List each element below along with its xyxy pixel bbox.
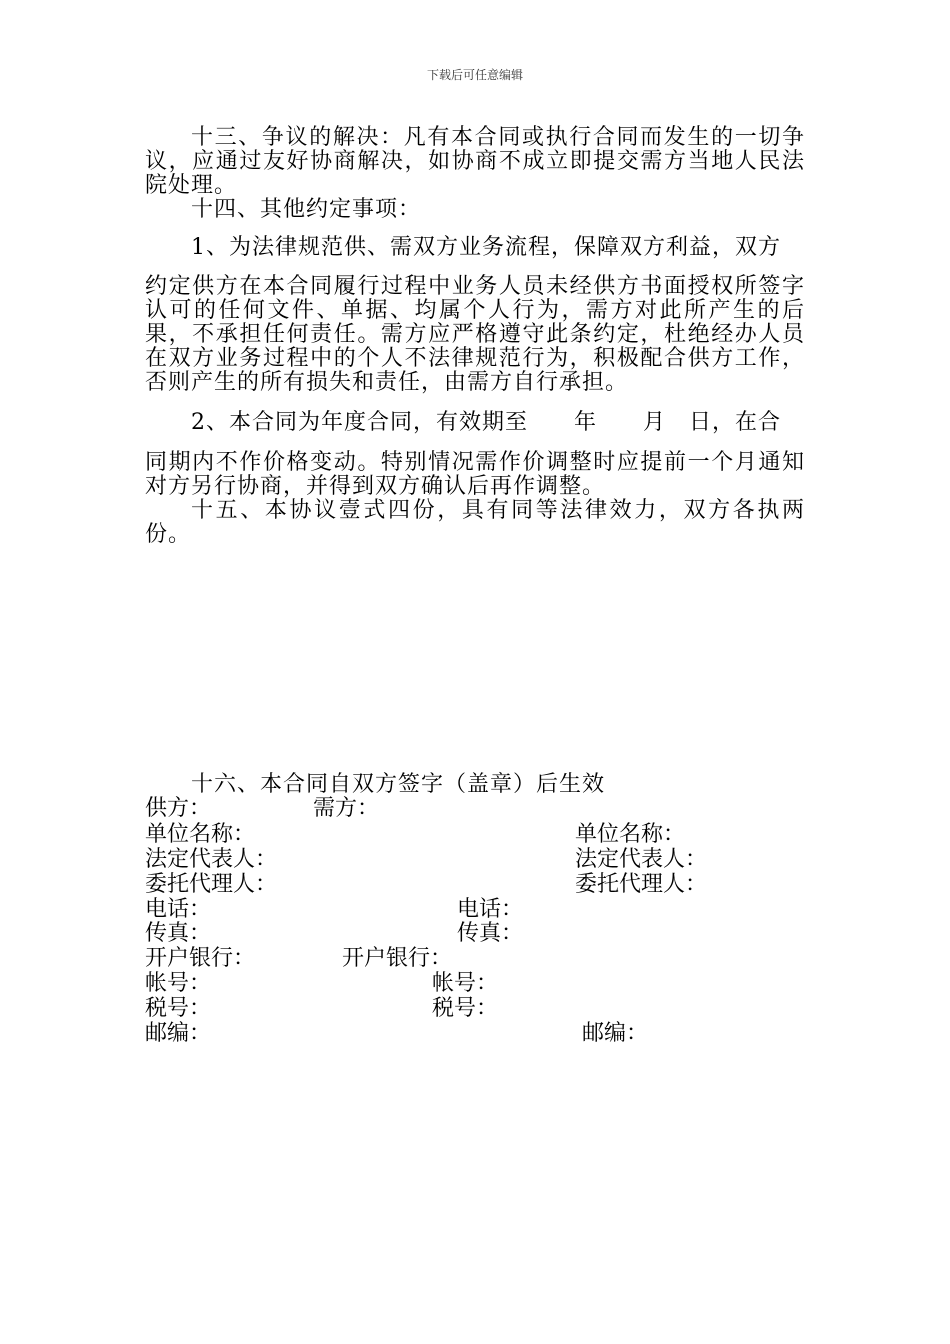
unit-name-left: 单位名称： xyxy=(145,822,256,847)
tax-right: 税号： xyxy=(432,996,499,1021)
supplier-label: 供方： xyxy=(145,796,212,821)
clause-15: 十五、本协议壹式四份，具有同等法律效力，双方各执两份。 xyxy=(145,498,805,547)
buyer-label: 需方： xyxy=(313,796,380,821)
account-right: 帐号： xyxy=(432,971,499,996)
clause-13: 十三、争议的解决：凡有本合同或执行合同而发生的一切争议，应通过友好协商解决，如协商不成立即提交需方当地人民法院处理。 xyxy=(145,125,805,198)
fax-right: 传真： xyxy=(457,921,524,946)
tax-left: 税号： xyxy=(145,996,212,1021)
legal-rep-left: 法定代表人： xyxy=(145,847,278,872)
phone-right: 电话： xyxy=(457,897,524,922)
agent-left: 委托代理人： xyxy=(145,872,278,897)
unit-name-right: 单位名称： xyxy=(575,822,686,847)
agent-right: 委托代理人： xyxy=(575,872,708,897)
bank-right: 开户银行： xyxy=(342,946,453,971)
bank-left: 开户银行： xyxy=(145,946,256,971)
legal-rep-right: 法定代表人： xyxy=(575,847,708,872)
clause-14-2-body: 同期内不作价格变动。特别情况需作价调整时应提前一个月通知对方另行协商，并得到双方确认后再作调整。 xyxy=(145,450,805,499)
clause-16: 十六、本合同自双方签字（盖章）后生效 xyxy=(191,772,606,797)
account-left: 帐号： xyxy=(145,971,212,996)
fax-left: 传真： xyxy=(145,921,212,946)
phone-left: 电话： xyxy=(145,897,212,922)
page-header: 下载后可任意编辑 xyxy=(426,68,523,82)
clause-14-1-first-line: 1、为法律规范供、需双方业务流程，保障双方利益，双方 xyxy=(191,235,781,260)
clause-14-1-body: 约定供方在本合同履行过程中业务人员未经供方书面授权所签字认可的任何文件、单据、均属个人行为，需方对此所产生的后果，不承担任何责任。需方应严格遵守此条约定，杜绝经办人员在双方业务过程中的个人不法律规范行为，积极配合供方工作，否则产生的所有损失和责任，由需方自行承担。 xyxy=(145,274,805,395)
contract-body xyxy=(145,0,805,1344)
postcode-right: 邮编： xyxy=(582,1021,649,1046)
clause-14-title: 十四、其他约定事项： xyxy=(191,197,422,222)
clause-14-2-first-line: 2、本合同为年度合同，有效期至 年 月 日，在合 xyxy=(191,410,781,435)
postcode-left: 邮编： xyxy=(145,1021,212,1046)
